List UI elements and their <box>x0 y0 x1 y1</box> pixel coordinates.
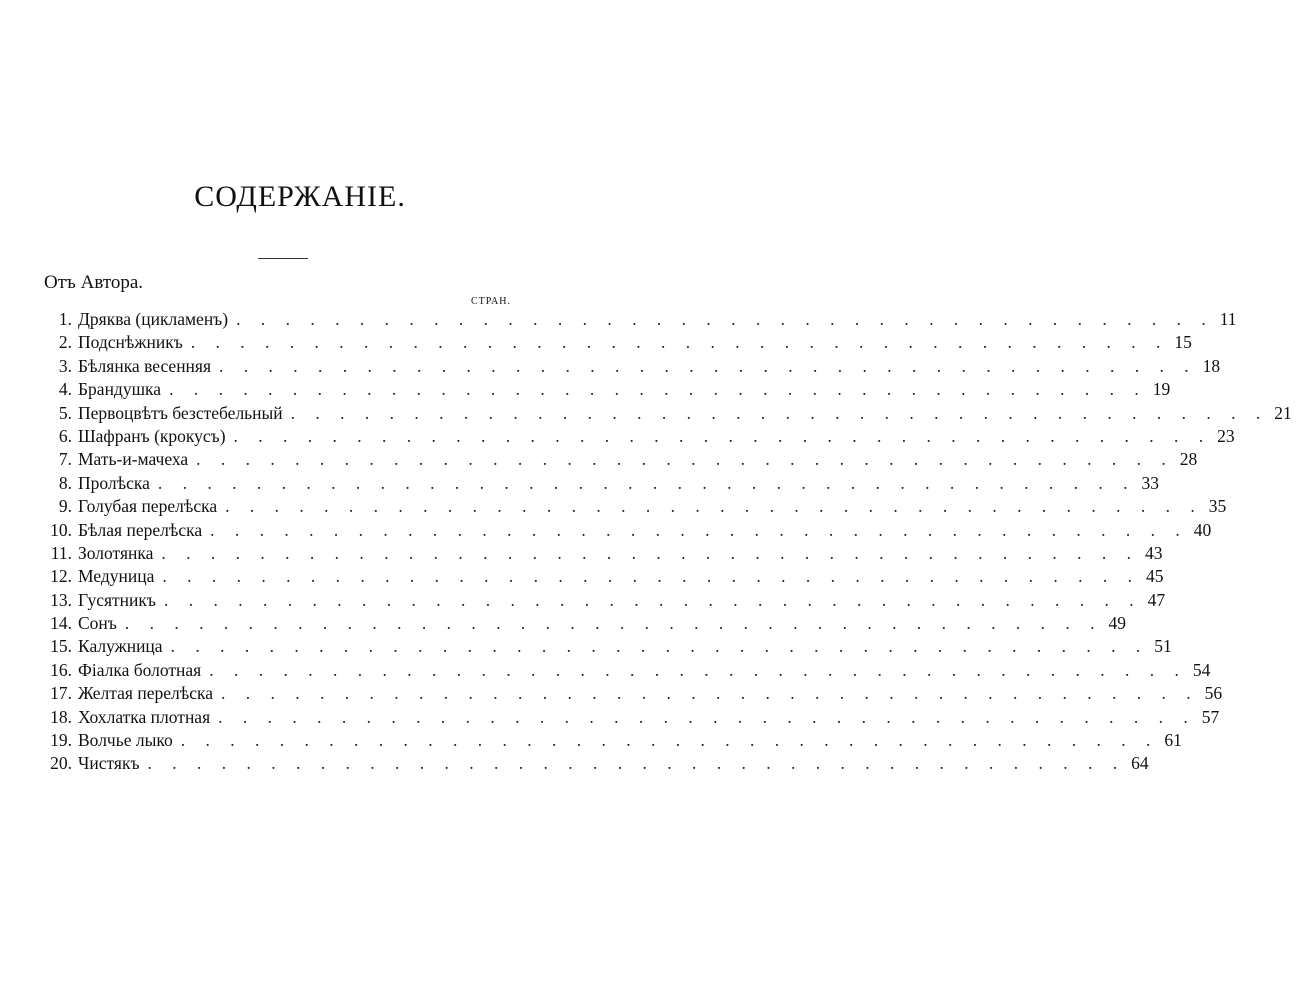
toc-entry-page: 56 <box>1204 683 1223 704</box>
toc-entry-title: Хохлатка плотная <box>78 706 211 727</box>
dot-leader: . . . . . . . . . . . . . . . . . . . . . . . . . . . . . . . . . . . . . . . . <box>170 636 1149 657</box>
toc-entry-page: 64 <box>1131 753 1149 774</box>
toc-entry-title: Чистякъ <box>78 753 140 774</box>
toc-entry <box>40 565 1164 588</box>
toc-entry <box>40 378 1171 401</box>
toc-entry-page: 47 <box>1147 589 1166 610</box>
toc-entry <box>40 331 1192 354</box>
toc-entry-number: 11. <box>50 542 72 563</box>
toc-entry-number: 8. <box>58 472 72 493</box>
toc-entry-page: 40 <box>1193 519 1212 540</box>
dot-leader: . . . . . . . . . . . . . . . . . . . . . . . . . . . . . . . . . . . . . . . . <box>236 309 1214 329</box>
toc-entry-page: 61 <box>1164 730 1182 751</box>
toc-entry-page: 54 <box>1192 659 1211 680</box>
toc-entry <box>40 659 1211 682</box>
dot-leader: . . . . . . . . . . . . . . . . . . . . . . . . . . . . . . . . . . . . . . . . <box>163 589 1142 610</box>
toc-entry-page: 19 <box>1152 379 1171 400</box>
dot-leader: . . . . . . . . . . . . . . . . . . . . . . . . . . . . . . . . . . . . . . . . <box>169 379 1147 400</box>
toc-entry <box>40 355 1221 378</box>
toc-entry-number: 18. <box>50 706 72 727</box>
toc-entry <box>40 682 1223 705</box>
toc-entry-title: Сонъ <box>78 613 117 634</box>
toc-entry <box>40 448 1198 471</box>
toc-entry-number: 15. <box>50 636 72 657</box>
toc-entry-title: Подснѣжникъ <box>78 332 183 353</box>
toc-entry-number: 16. <box>50 659 72 680</box>
dot-leader: . . . . . . . . . . . . . . . . . . . . . . . . . . . . . . . . . . . . . . . . <box>219 355 1197 376</box>
dot-leader: . . . . . . . . . . . . . . . . . . . . . . . . . . . . . . . . . . . . . . . . <box>190 332 1169 353</box>
toc-entry-title: Волчье лыко <box>78 730 173 751</box>
toc-entry-title: Голубая перелѣска <box>78 496 218 517</box>
toc-entry-number: 2. <box>58 332 72 353</box>
toc-entry-page: 43 <box>1145 542 1163 563</box>
toc-entry-title: Калужница <box>78 636 163 657</box>
toc-entry-title: Желтая перелѣска <box>78 683 214 704</box>
toc-entry-number: 3. <box>58 355 72 376</box>
toc-entry <box>40 589 1166 612</box>
toc-entry-number: 9. <box>58 496 72 517</box>
toc-entry-number: 12. <box>50 566 72 587</box>
toc-entry-page: 35 <box>1208 496 1227 517</box>
preface-entry: Отъ Автора. <box>44 272 144 293</box>
toc-entry-number: 20. <box>50 753 72 774</box>
toc-entry-number: 7. <box>58 449 72 470</box>
dot-leader: . . . . . . . . . . . . . . . . . . . . . . . . . . . . . . . . . . . . . . . . <box>196 449 1174 470</box>
toc-entry-number: 14. <box>50 613 72 634</box>
dot-leader: . . . . . . . . . . . . . . . . . . . . . . . . . . . . . . . . . . . . . . . . <box>233 425 1212 446</box>
toc-entry-title: Фiалка болотная <box>78 659 202 680</box>
toc-entry <box>40 542 1163 565</box>
toc-entry-page: 11 <box>1219 309 1237 329</box>
toc-entry-title: Мать-и-мачеха <box>78 449 189 470</box>
dot-leader: . . . . . . . . . . . . . . . . . . . . . . . . . . . . . . . . . . . . . . . . <box>147 753 1126 774</box>
toc-entry-number: 17. <box>50 683 72 704</box>
toc-entry-number: 1. <box>58 309 72 329</box>
toc-entry <box>40 472 1160 495</box>
toc-entry-title: Бѣлянка весенняя <box>78 355 212 376</box>
dot-leader: . . . . . . . . . . . . . . . . . . . . . . . . . . . . . . . . . . . . . . . . <box>209 659 1187 680</box>
dot-leader: . . . . . . . . . . . . . . . . . . . . . . . . . . . . . . . . . . . . . . . . <box>225 496 1203 517</box>
dot-leader: . . . . . . . . . . . . . . . . . . . . . . . . . . . . . . . . . . . . . . . . <box>180 730 1159 751</box>
toc-entry-number: 19. <box>50 730 72 751</box>
page-title: СОДЕРЖАНIЕ. <box>194 180 406 213</box>
toc-entry-page: 15 <box>1174 332 1192 353</box>
toc-entry <box>40 308 1237 331</box>
toc-entry <box>40 752 1149 775</box>
toc-entry-page: 21 <box>1274 402 1292 423</box>
dot-leader: . . . . . . . . . . . . . . . . . . . . . . . . . . . . . . . . . . . . . . . . <box>162 566 1141 587</box>
toc-entry-page: 45 <box>1146 566 1164 587</box>
dot-leader: . . . . . . . . . . . . . . . . . . . . . . . . . . . . . . . . . . . . . . . . <box>157 472 1136 493</box>
toc-entry-title: Бѣлая перелѣска <box>78 519 203 540</box>
dot-leader: . . . . . . . . . . . . . . . . . . . . . . . . . . . . . . . . . . . . . . . . <box>290 402 1269 423</box>
toc-entry <box>40 706 1220 729</box>
dot-leader: . . . . . . . . . . . . . . . . . . . . . . . . . . . . . . . . . . . . . . . . <box>161 542 1139 563</box>
toc-entry <box>40 402 1292 425</box>
table-of-contents <box>40 308 1292 776</box>
toc-entry-page: 18 <box>1202 355 1221 376</box>
toc-entry-number: 5. <box>58 402 72 423</box>
dot-leader: . . . . . . . . . . . . . . . . . . . . . . . . . . . . . . . . . . . . . . . . <box>210 519 1188 540</box>
toc-entry-number: 10. <box>50 519 72 540</box>
toc-entry-page: 57 <box>1201 706 1220 727</box>
dot-leader: . . . . . . . . . . . . . . . . . . . . . . . . . . . . . . . . . . . . . . . . <box>218 706 1196 727</box>
toc-entry-title: Пролѣска <box>78 472 150 493</box>
page-column-label: СТРАН. <box>471 296 512 307</box>
toc-entry-title: Гусятникъ <box>78 589 156 610</box>
toc-entry-title: Брандушка <box>78 379 162 400</box>
dot-leader: . . . . . . . . . . . . . . . . . . . . . . . . . . . . . . . . . . . . . . . . <box>124 613 1103 634</box>
toc-entry <box>40 635 1172 658</box>
toc-entry <box>40 425 1235 448</box>
toc-entry-number: 6. <box>58 425 72 446</box>
toc-entry-title: Дряква (цикламенъ) <box>78 309 229 329</box>
toc-entry <box>40 612 1126 635</box>
toc-entry-page: 33 <box>1141 472 1160 493</box>
toc-entry-number: 4. <box>58 379 72 400</box>
toc-entry-page: 49 <box>1108 613 1126 634</box>
toc-entry-page: 51 <box>1154 636 1172 657</box>
toc-entry-title: Первоцвѣтъ безстебельный <box>78 402 283 423</box>
toc-entry-number: 13. <box>50 589 72 610</box>
toc-entry <box>40 729 1182 752</box>
toc-entry-title: Шафранъ (крокусъ) <box>78 425 226 446</box>
title-divider <box>258 258 308 259</box>
toc-entry-title: Золотянка <box>78 542 154 563</box>
toc-entry <box>40 495 1227 518</box>
toc-entry <box>40 519 1212 542</box>
toc-entry-title: Медуница <box>78 566 155 587</box>
toc-entry-page: 23 <box>1217 425 1235 446</box>
dot-leader: . . . . . . . . . . . . . . . . . . . . . . . . . . . . . . . . . . . . . . . . <box>221 683 1199 704</box>
toc-entry-page: 28 <box>1179 449 1198 470</box>
